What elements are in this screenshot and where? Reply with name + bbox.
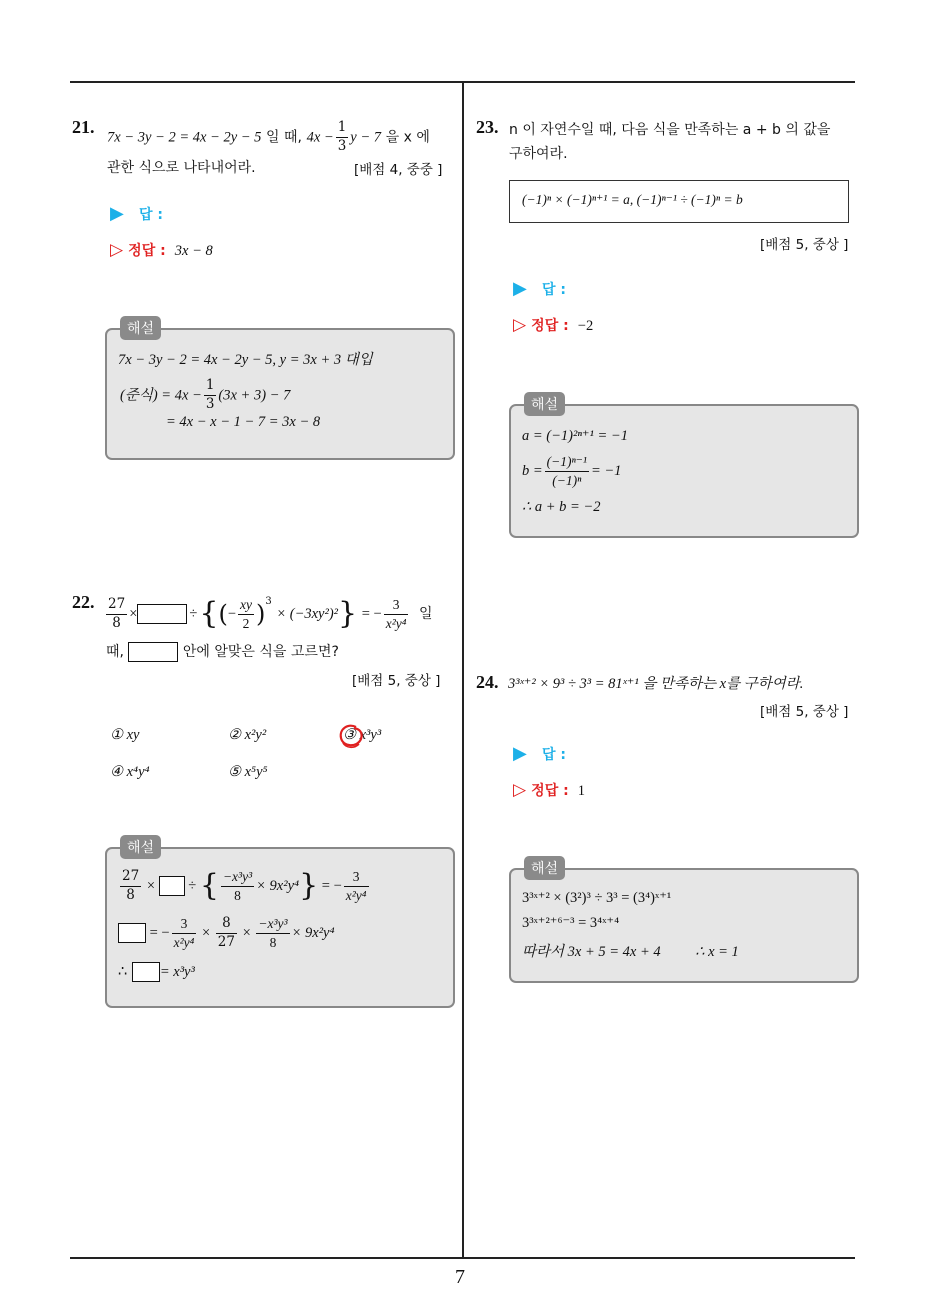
answer-row xyxy=(513,743,566,764)
blank-box xyxy=(159,876,185,896)
red-circle-mark-icon xyxy=(336,721,366,751)
text: 을 x 에 xyxy=(385,129,430,146)
solution-line1: a = (−1)²ⁿ⁺¹ = −1 xyxy=(522,428,628,444)
blank-box xyxy=(137,604,187,624)
brace-left: { xyxy=(199,596,219,631)
fraction: $\frac{3}{\text{x²y⁴}}$ xyxy=(385,597,407,631)
points-label: [배점 4, 중중 ] xyxy=(354,162,443,178)
fraction: $\frac{\text{(−1)ⁿ⁻¹}}{\text{(−1)ⁿ}}$ xyxy=(546,454,587,488)
play-icon: ▶ xyxy=(513,743,527,764)
solution-line2: = − $\frac{3}{\text{x²y⁴}}$ × $\frac{8}{27}$ × $\frac{\text{−x³y³}}{8}$ × 9x²y⁴ xyxy=(118,913,335,953)
solution-tag: 해설 xyxy=(524,392,565,416)
play-outline-icon: ▷ xyxy=(513,315,527,335)
correct-label: 정답 : xyxy=(531,783,569,799)
blank-box xyxy=(118,923,146,943)
fraction: $\frac{27}{8}$ xyxy=(122,868,140,903)
expression: 4x − xyxy=(306,129,334,146)
solution-line2: 3³ˣ⁺²⁺⁶⁻³ = 3⁴ˣ⁺⁴ xyxy=(522,915,620,931)
solution-line1: 7x − 3y − 2 = 4x − 2y − 5, y = 3x + 3 대입 xyxy=(118,352,373,368)
points-label: [배점 5, 중상 ] xyxy=(760,237,849,253)
play-outline-icon: ▷ xyxy=(110,240,124,260)
correct-answer-row xyxy=(513,315,593,337)
answer-row xyxy=(110,203,163,224)
given-equations: (−1)ⁿ × (−1)ⁿ⁺¹ = a, (−1)ⁿ⁻¹ ÷ (−1)ⁿ = b xyxy=(522,192,743,207)
play-outline-icon: ▷ xyxy=(513,780,527,800)
fraction: $\frac{1}{3}$ xyxy=(205,377,215,412)
answer-row xyxy=(513,278,566,299)
solution-line1: 3³ˣ⁺² × (3²)³ ÷ 3³ = (3⁴)ˣ⁺¹ xyxy=(522,890,672,906)
correct-label: 정답 : xyxy=(128,243,166,259)
text: 일 때, xyxy=(266,129,302,146)
fraction: $\frac{3}{\text{x²y⁴}}$ xyxy=(173,916,195,950)
answer-label: 답 : xyxy=(138,207,163,223)
expression: y − 7 xyxy=(350,129,382,146)
column-divider xyxy=(462,82,464,1258)
problem-text-line1: 3³ˣ⁺² × 9³ ÷ 3³ = 81ˣ⁺¹ 을 만족하는 x를 구하여라. xyxy=(508,676,804,692)
option-1[interactable]: ① xy xyxy=(110,727,140,743)
option-4[interactable]: ④ x⁴y⁴ xyxy=(110,764,150,780)
points-label: [배점 5, 중상 ] xyxy=(760,704,849,720)
bottom-rule xyxy=(70,1257,855,1259)
option-3[interactable]: ③ x³y³ xyxy=(343,727,381,744)
fraction: $\frac{3}{\text{x²y⁴}}$ xyxy=(345,869,367,903)
fraction: $\frac{\text{−x³y³}}{8}$ xyxy=(258,916,288,950)
fraction: $\frac{8}{27}$ xyxy=(217,915,235,950)
equation: 7x − 3y − 2 = 4x − 2y − 5 xyxy=(107,129,262,146)
problem-text-line1 xyxy=(107,121,430,153)
solution-tag: 해설 xyxy=(120,835,161,859)
points-label: [배점 5, 중상 ] xyxy=(352,673,441,689)
correct-answer: 1 xyxy=(577,783,586,799)
solution-line2: b = $\frac{\text{(−1)ⁿ⁻¹}}{\text{(−1)ⁿ}}$ = −1 xyxy=(522,454,622,488)
correct-answer: −2 xyxy=(577,318,594,334)
problem-text-line1: n 이 자연수일 때, 다음 식을 만족하는 a + b 의 값을 xyxy=(509,122,831,138)
problem-text-line2: 때, 안에 알맞은 식을 고르면? xyxy=(106,644,339,660)
correct-label: 정답 : xyxy=(531,318,569,334)
option-2[interactable]: ② x²y² xyxy=(228,727,267,743)
solution-line2: (준식) = 4x − $\frac{1}{3}$ (3x + 3) − 7 xyxy=(120,377,291,412)
page-number: 7 xyxy=(455,1266,465,1288)
solution-line3: = 4x − x − 1 − 7 = 3x − 8 xyxy=(166,414,321,430)
problem-number: 21. xyxy=(72,117,95,137)
correct-answer: 3x − 8 xyxy=(174,243,213,259)
answer-label: 답 : xyxy=(541,282,566,298)
problem-number: 23. xyxy=(476,117,499,137)
fraction: $\frac{\text{−x³y³}}{8}$ xyxy=(222,869,253,903)
solution-tag: 해설 xyxy=(524,856,565,880)
blank-box xyxy=(132,962,160,982)
problem-number: 22. xyxy=(72,592,95,612)
option-5[interactable]: ⑤ x⁵y⁵ xyxy=(228,764,268,780)
solution-line3: ∴ a + b = −2 xyxy=(522,499,601,515)
blank-box xyxy=(128,642,178,662)
problem-text-line2: 관한 식으로 나타내어라. xyxy=(107,160,256,176)
fraction: $\frac{27}{8}$ xyxy=(108,596,126,631)
problem-text-line2: 구하여라. xyxy=(509,146,568,162)
solution-tag: 해설 xyxy=(120,316,161,340)
answer-label: 답 : xyxy=(541,747,566,763)
play-icon: ▶ xyxy=(110,203,124,224)
solution-line3: 따라서 3x + 5 = 4x + 4 ∴ x = 1 xyxy=(522,944,739,960)
brace-right: } xyxy=(338,596,358,631)
solution-line3: ∴ = x³y³ xyxy=(118,964,195,980)
fraction: $\frac{xy}{2}$ xyxy=(240,597,252,631)
fraction: $\frac{1}{3}$ xyxy=(337,119,347,154)
correct-answer-row xyxy=(513,780,585,802)
solution-line1: $\frac{27}{8}$ × ÷ { $\frac{\text{−x³y³}}{8}$ × 9x²y⁴} = − $\frac{3}{\text{x²y⁴}}$ xyxy=(122,868,367,903)
problem-text-line1: $\frac{27}{8}$ × ÷{(− $\frac{xy}{2}$ )$^3$ × (−3xy²)²} = − $\frac{3}{\text{x²y⁴}}$ 일 xyxy=(108,596,433,631)
exponent: 3 xyxy=(265,596,272,607)
play-icon: ▶ xyxy=(513,278,527,299)
correct-answer-row xyxy=(110,240,213,262)
problem-number: 24. xyxy=(476,672,499,692)
